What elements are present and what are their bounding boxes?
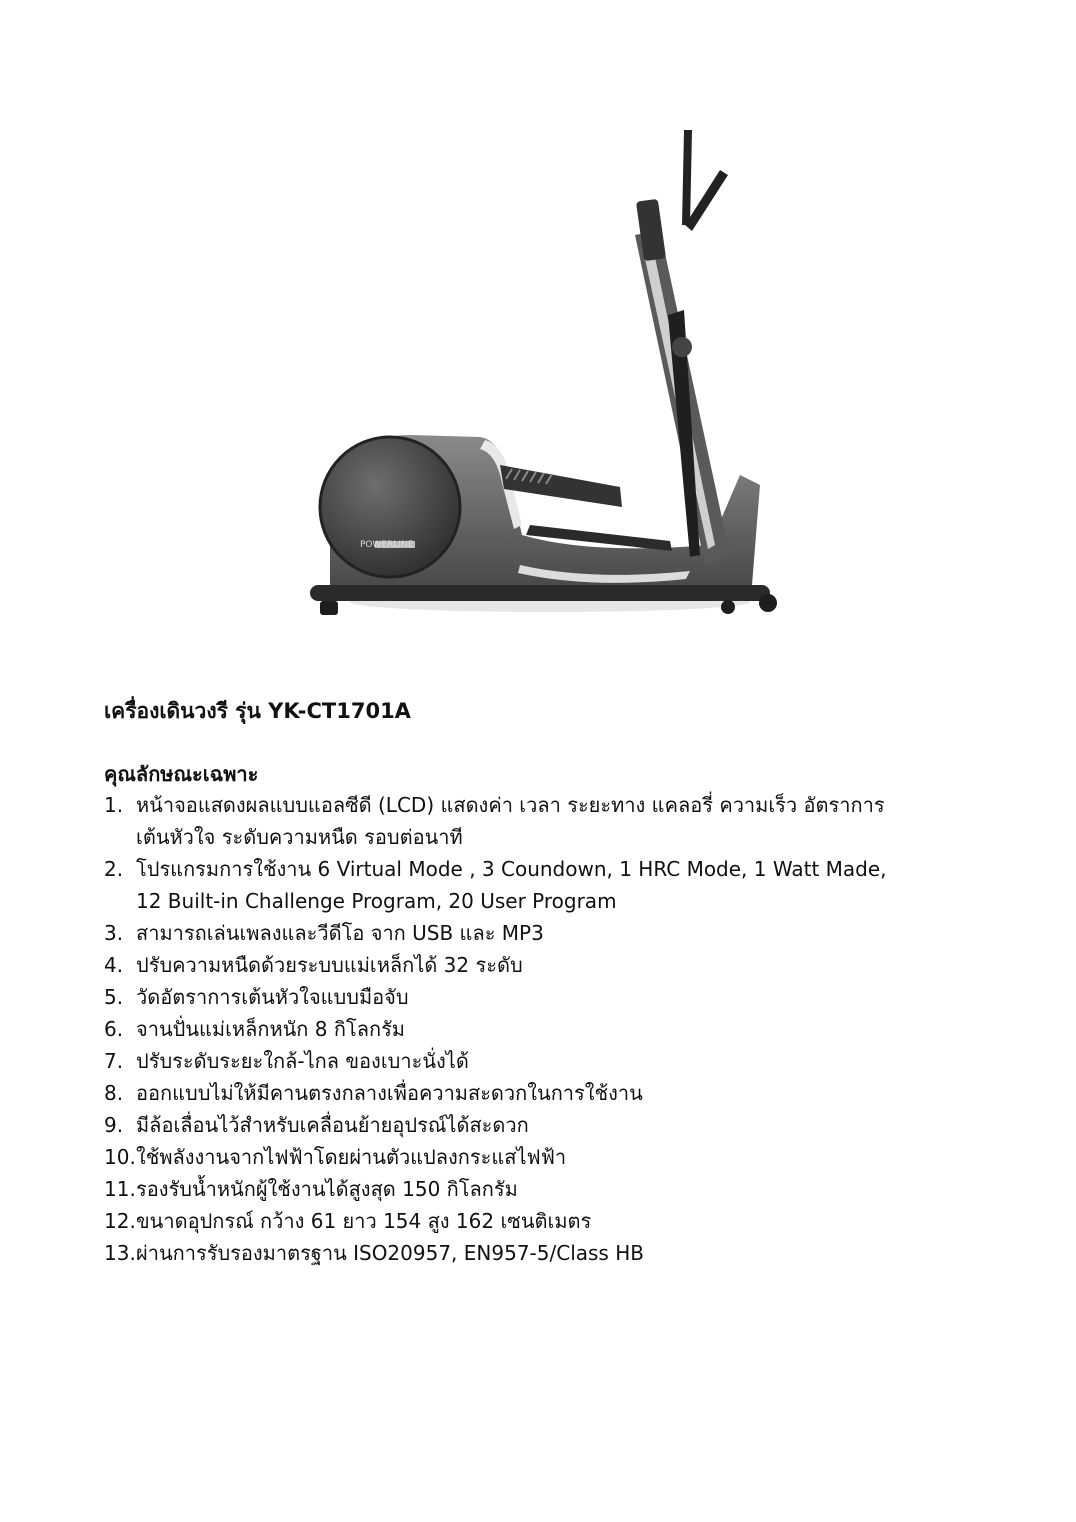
spec-line: ขนาดอุปกรณ์ กว้าง 61 ยาว 154 สูง 162 เซนติเมตร <box>136 1209 592 1233</box>
spec-number: 6. <box>104 1017 124 1041</box>
spec-line: 12 Built-in Challenge Program, 20 User Program <box>136 889 617 913</box>
spec-line: ผ่านการรับรองมาตรฐาน ISO20957, EN957-5/Class HB <box>136 1241 644 1265</box>
spec-number: 11. <box>104 1177 136 1201</box>
spec-heading: คุณลักษณะเฉพาะ <box>104 762 259 786</box>
spec-text <box>136 1141 984 1173</box>
spec-item <box>104 1109 984 1141</box>
spec-item <box>104 1045 984 1077</box>
elliptical-trainer-icon <box>290 115 800 635</box>
spec-number: 3. <box>104 921 124 945</box>
spec-text <box>136 789 984 853</box>
spec-number: 8. <box>104 1081 124 1105</box>
spec-number: 2. <box>104 857 124 881</box>
spec-number: 12. <box>104 1209 136 1233</box>
spec-text <box>136 1013 984 1045</box>
spec-text <box>136 1173 984 1205</box>
spec-line: ปรับความหนืดด้วยระบบแม่เหล็กได้ 32 ระดับ <box>136 953 523 977</box>
spec-text <box>136 917 984 949</box>
spec-item <box>104 853 984 917</box>
spec-list <box>104 789 984 1269</box>
spec-item <box>104 1205 984 1237</box>
spec-text <box>136 1205 984 1237</box>
spec-line: วัดอัตราการเต้นหัวใจแบบมือจับ <box>136 985 409 1009</box>
spec-text <box>136 1237 984 1269</box>
spec-number: 5. <box>104 985 124 1009</box>
spec-item <box>104 1077 984 1109</box>
spec-line: มีล้อเลื่อนไว้สำหรับเคลื่อนย้ายอุปรณ์ได้สะดวก <box>136 1113 529 1137</box>
spec-line: เต้นหัวใจ ระดับความหนืด รอบต่อนาที <box>136 825 463 849</box>
spec-text <box>136 981 984 1013</box>
spec-item <box>104 1237 984 1269</box>
product-title: เครื่องเดินวงรี รุ่น YK-CT1701A <box>104 699 411 723</box>
spec-item <box>104 1141 984 1173</box>
spec-text <box>136 1045 984 1077</box>
spec-line: ใช้พลังงานจากไฟฟ้าโดยผ่านตัวแปลงกระแสไฟฟ้า <box>136 1145 567 1169</box>
spec-item <box>104 1013 984 1045</box>
spec-text <box>136 853 984 917</box>
spec-number: 7. <box>104 1049 124 1073</box>
spec-item <box>104 981 984 1013</box>
spec-text <box>136 1077 984 1109</box>
spec-item <box>104 949 984 981</box>
spec-text <box>136 949 984 981</box>
spec-number: 10. <box>104 1145 136 1169</box>
spec-line: ปรับระดับระยะใกล้-ไกล ของเบาะนั่งได้ <box>136 1049 469 1073</box>
product-image <box>290 115 800 635</box>
spec-line: สามารถเล่นเพลงและวีดีโอ จาก USB และ MP3 <box>136 921 544 945</box>
spec-line: หน้าจอแสดงผลแบบแอลซีดี (LCD) แสดงค่า เวลา ระยะทาง แคลอรี่ ความเร็ว อัตราการ <box>136 793 885 817</box>
spec-line: ออกแบบไม่ให้มีคานตรงกลางเพื่อความสะดวกในการใช้งาน <box>136 1081 643 1105</box>
spec-item <box>104 917 984 949</box>
spec-number: 4. <box>104 953 124 977</box>
spec-number: 13. <box>104 1241 136 1265</box>
spec-item <box>104 1173 984 1205</box>
spec-item <box>104 789 984 853</box>
spec-line: โปรแกรมการใช้งาน 6 Virtual Mode , 3 Coundown, 1 HRC Mode, 1 Watt Made, <box>136 857 887 881</box>
spec-number: 9. <box>104 1113 124 1137</box>
spec-line: รองรับน้ำหนักผู้ใช้งานได้สูงสุด 150 กิโลกรัม <box>136 1177 518 1201</box>
spec-number: 1. <box>104 793 124 817</box>
spec-line: จานปั่นแม่เหล็กหนัก 8 กิโลกรัม <box>136 1017 405 1041</box>
brand-logo: POWERLINE <box>360 540 414 550</box>
spec-text <box>136 1109 984 1141</box>
